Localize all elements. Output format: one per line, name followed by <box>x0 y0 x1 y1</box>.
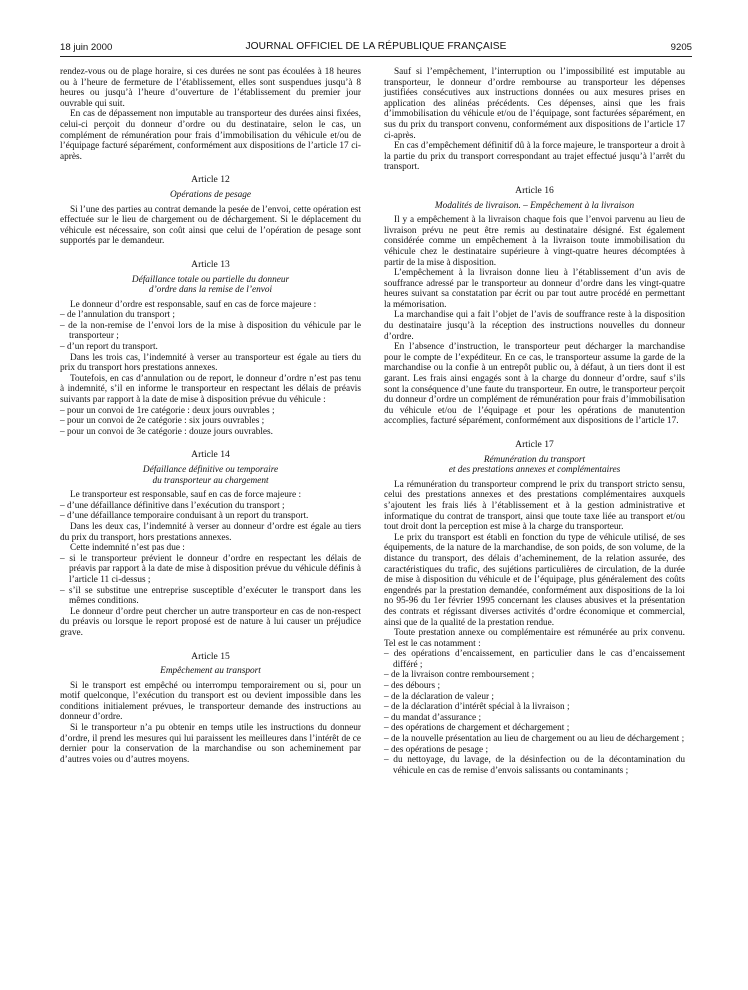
paragraph: La rémunération du transporteur comprend le prix du transport stricto sensu, celui des prestations annexes et des prestations complémentaires auxquels s’ajoutent les frais liés à l’établissement et à la gestion administrative et informatique du contrat de transport, ainsi que toute taxe liée au transport et/ou tout droit dont la perception est mise à la charge du transporteur. <box>384 479 685 533</box>
subtitle-line: Défaillance définitive ou temporaire <box>142 465 279 475</box>
paragraph: Si le transporteur n’a pu obtenir en temps utile les instructions du donneur d’ordre, il prend les mesures qui lui paraissent les meilleures dans l’intérêt de ce dernier pour la conservation de la marchandise ou son acheminement par d’autres voies ou d’autres moyens. <box>60 723 361 765</box>
list <box>60 501 361 522</box>
header-date: 18 juin 2000 <box>60 42 113 53</box>
article-14-subtitle <box>60 465 361 486</box>
article-12-subtitle: Opérations de pesage <box>169 189 252 200</box>
header-title: JOURNAL OFFICIEL DE LA RÉPUBLIQUE FRANÇAISE <box>245 41 507 52</box>
paragraph: Le donneur d’ordre peut chercher un autre transporteur en cas de non-respect du préavis ou lorsque le report proposé est de nature à lui causer un préjudice grave. <box>60 606 361 638</box>
list-item: – pour un convoi de 3e catégorie : douze jours ouvrables. <box>60 427 361 438</box>
list-item: – des opérations de chargement et déchargement ; <box>384 723 685 734</box>
article-17-subtitle <box>384 455 685 476</box>
paragraph: Cette indemnité n’est pas due : <box>70 543 185 554</box>
header-page-number: 9205 <box>670 42 692 53</box>
list-item: – de l’annulation du transport ; <box>60 310 361 321</box>
list <box>60 310 361 352</box>
subtitle-line: d’ordre dans la remise de l’envoi <box>148 285 273 296</box>
list-item: – de la nouvelle présentation au lieu de chargement ou au lieu de déchargement ; <box>384 734 685 745</box>
article-13-heading: Article 13 <box>191 258 230 270</box>
subtitle-line: Rémunération du transport <box>483 454 586 465</box>
article-16-subtitle: Modalités de livraison. – Empêchement à la livraison <box>434 200 635 211</box>
paragraph: rendez-vous ou de plage horaire, si ces durées ne sont pas écoulées à 18 heures ou à l’heure de fermeture de l’établissement, elles sont suspendues jusqu’à 8 heures ou jusqu’à l’heure d’ouverture de l’établissement du premier jour ouvrable qui suit. <box>60 67 361 109</box>
article-17-heading: Article 17 <box>515 439 554 450</box>
paragraph: En cas de dépassement non imputable au transporteur des durées ainsi fixées, celui-ci perçoit du donneur d’ordre ou du destinataire, selon le cas, un complément de rémunération pour frais d’immobilisation du véhicule et/ou de l’équipage facturé séparément, conformément aux dispositions de l’article 17 ci-après. <box>60 109 361 162</box>
paragraph: En cas d’empêchement définitif dû à la force majeure, le transporteur a droit à la partie du prix du transport correspondant au trajet effectué jusqu’à l’arrêt du transport. <box>384 141 685 173</box>
subtitle-line: Défaillance totale ou partielle du donneur <box>131 274 290 285</box>
paragraph: Il y a empêchement à la livraison chaque fois que l’envoi parvenu au lieu de livraison prévu ne peut être remis au destinataire désigné. Est également considérée comme un empêchement à la livraison toute immobilisation du véhicule chez le destinataire supérieure à vingt-quatre heures décomptées à partir de la mise à disposition. <box>384 215 685 268</box>
list-item: – de la déclaration d’intérêt spécial à la livraison ; <box>384 702 685 713</box>
list-item: – d’une défaillance temporaire conduisant à un report du transport. <box>60 511 361 522</box>
paragraph: Le donneur d’ordre est responsable, sauf en cas de force majeure : <box>70 299 317 310</box>
list-item: – pour un convoi de 2e catégorie : six jours ouvrables ; <box>60 416 361 427</box>
subtitle-line: et des prestations annexes et complémentaires <box>448 465 621 476</box>
paragraph: Toute prestation annexe ou complémentaire est rémunérée au prix convenu. Tel est le cas notamment : <box>384 628 685 649</box>
article-16-heading: Article 16 <box>515 184 554 196</box>
page-header <box>60 40 692 57</box>
list-item: – s’il se substitue une entreprise susceptible d’exécuter le transport dans les mêmes conditions. <box>60 586 361 607</box>
list-item: – d’un report du transport. <box>60 342 361 353</box>
right-column <box>384 67 685 776</box>
paragraph: Si l’une des parties au contrat demande la pesée de l’envoi, cette opération est effectuée sur le lieu de chargement ou de déchargement. Si le déplacement du véhicule est nécessaire, son coût ainsi que celui de l’opération de pesage sont supportés par le demandeur. <box>60 204 361 247</box>
article-13-subtitle <box>60 275 361 296</box>
list-item: – de la déclaration de valeur ; <box>384 692 685 703</box>
left-column <box>60 67 361 765</box>
paragraph: En l’absence d’instruction, le transporteur peut décharger la marchandise pour le compte de l’expéditeur. En ce cas, le transporteur assume la garde de la marchandise ou la confie à un entrepôt public ou, à défaut, à un tiers dont il est garant. Les frais ainsi engagés sont à la charge du donneur d’ordre, sauf s’ils sont la conséquence d’une faute du transporteur. En outre, le transporteur perçoit du donneur d’ordre un complément de rémunération pour frais d’immobilisation du véhicule et/ou de l’équipage et pour les opérations de manutention accomplies, facturé séparément, conformément aux dispositions de l’article 17. <box>384 342 685 427</box>
paragraph: Si le transport est empêché ou interrompu temporairement ou si, pour un motif quelconque, l’exécution du transport est ou devient impossible dans les conditions initialement prévues, le transporteur demande des instructions au donneur d’ordre. <box>60 680 361 723</box>
list-item: – des opérations de pesage ; <box>384 745 685 756</box>
paragraph: Toutefois, en cas d’annulation ou de report, le donneur d’ordre n’est pas tenu à indemnité, s’il en informe le transporteur en respectant les délais de préavis suivants par rapport à la date de mise à disposition prévue du véhicule : <box>60 373 361 406</box>
list-item: – des débours ; <box>384 681 685 692</box>
subtitle-line: du transporteur au chargement <box>152 475 269 486</box>
list <box>60 406 361 438</box>
list-item: – d’une défaillance définitive dans l’exécution du transport ; <box>60 501 361 512</box>
article-15-subtitle: Empêchement au transport <box>160 666 261 677</box>
paragraph: Dans les deux cas, l’indemnité à verser au donneur d’ordre est égale au tiers du prix du transport, hors prestations annexes. <box>60 521 361 543</box>
paragraph: Le prix du transport est établi en fonction du type de véhicule utilisé, de ses équipements, de la nature de la marchandise, de son poids, de son volume, de la distance du transport, des délais d’acheminement, de la relation assurée, des caractéristiques du trafic, des sujétions particulières de circulation, de la durée de mise à disposition du véhicule et de l’équipage, plus généralement des coûts engendrés par la prestation demandée, conformément aux dispositions de la loi no 95-96 du 1er février 1995 concernant les clauses abusives et la présentation des contrats et régissant diverses activités d’ordre économique et commercial, ainsi que de la qualité de la prestation rendue. <box>384 532 685 628</box>
paragraph: Sauf si l’empêchement, l’interruption ou l’impossibilité est imputable au transporteur, le donneur d’ordre rembourse au transporteur les dépenses justifiées consécutives aux instructions données ou aux mesures prises en application des alinéas précédents. Ces dépenses, ainsi que les frais d’immobilisation du véhicule et/ou de l’équipage, sont facturées séparément, en sus du prix du transport convenu, conformément aux dispositions de l’article 17 ci-après. <box>384 67 685 141</box>
paragraph: Dans les trois cas, l’indemnité à verser au transporteur est égale au tiers du prix du transport hors prestations annexes. <box>60 352 361 374</box>
list-item: – des opérations d’encaissement, en particulier dans le cas d’encaissement différé ; <box>384 649 685 670</box>
list-item: – pour un convoi de 1re catégorie : deux jours ouvrables ; <box>60 406 361 417</box>
paragraph: Le transporteur est responsable, sauf en cas de force majeure : <box>70 490 302 501</box>
paragraph: La marchandise qui a fait l’objet de l’avis de souffrance reste à la disposition du destinataire jusqu’à la réception des instructions nouvelles du donneur d’ordre. <box>384 310 685 342</box>
list-item: – si le transporteur prévient le donneur d’ordre en respectant les délais de préavis par rapport à la date de mise à disposition prévue du véhicule définis à l’article 11 ci-dessus ; <box>60 554 361 586</box>
list <box>384 649 685 776</box>
article-12-heading: Article 12 <box>191 174 230 186</box>
paragraph: L’empêchement à la livraison donne lieu à l’établissement d’un avis de souffrance adressé par le transporteur au donneur d’ordre dans les vingt-quatre heures suivant sa constatation par écrit ou par tout autre procédé en permettant la mémorisation. <box>384 268 685 310</box>
list-item: – de la non-remise de l’envoi lors de la mise à disposition du véhicule par le transporteur ; <box>60 321 361 342</box>
article-15-heading: Article 15 <box>191 650 230 662</box>
list <box>60 554 361 607</box>
list-item: – du mandat d’assurance ; <box>384 713 685 724</box>
list-item: – du nettoyage, du lavage, de la désinfection ou de la décontamination du véhicule en cas de remise d’envois salissants ou contaminants ; <box>384 755 685 776</box>
article-14-heading: Article 14 <box>191 449 230 461</box>
list-item: – de la livraison contre remboursement ; <box>384 670 685 681</box>
